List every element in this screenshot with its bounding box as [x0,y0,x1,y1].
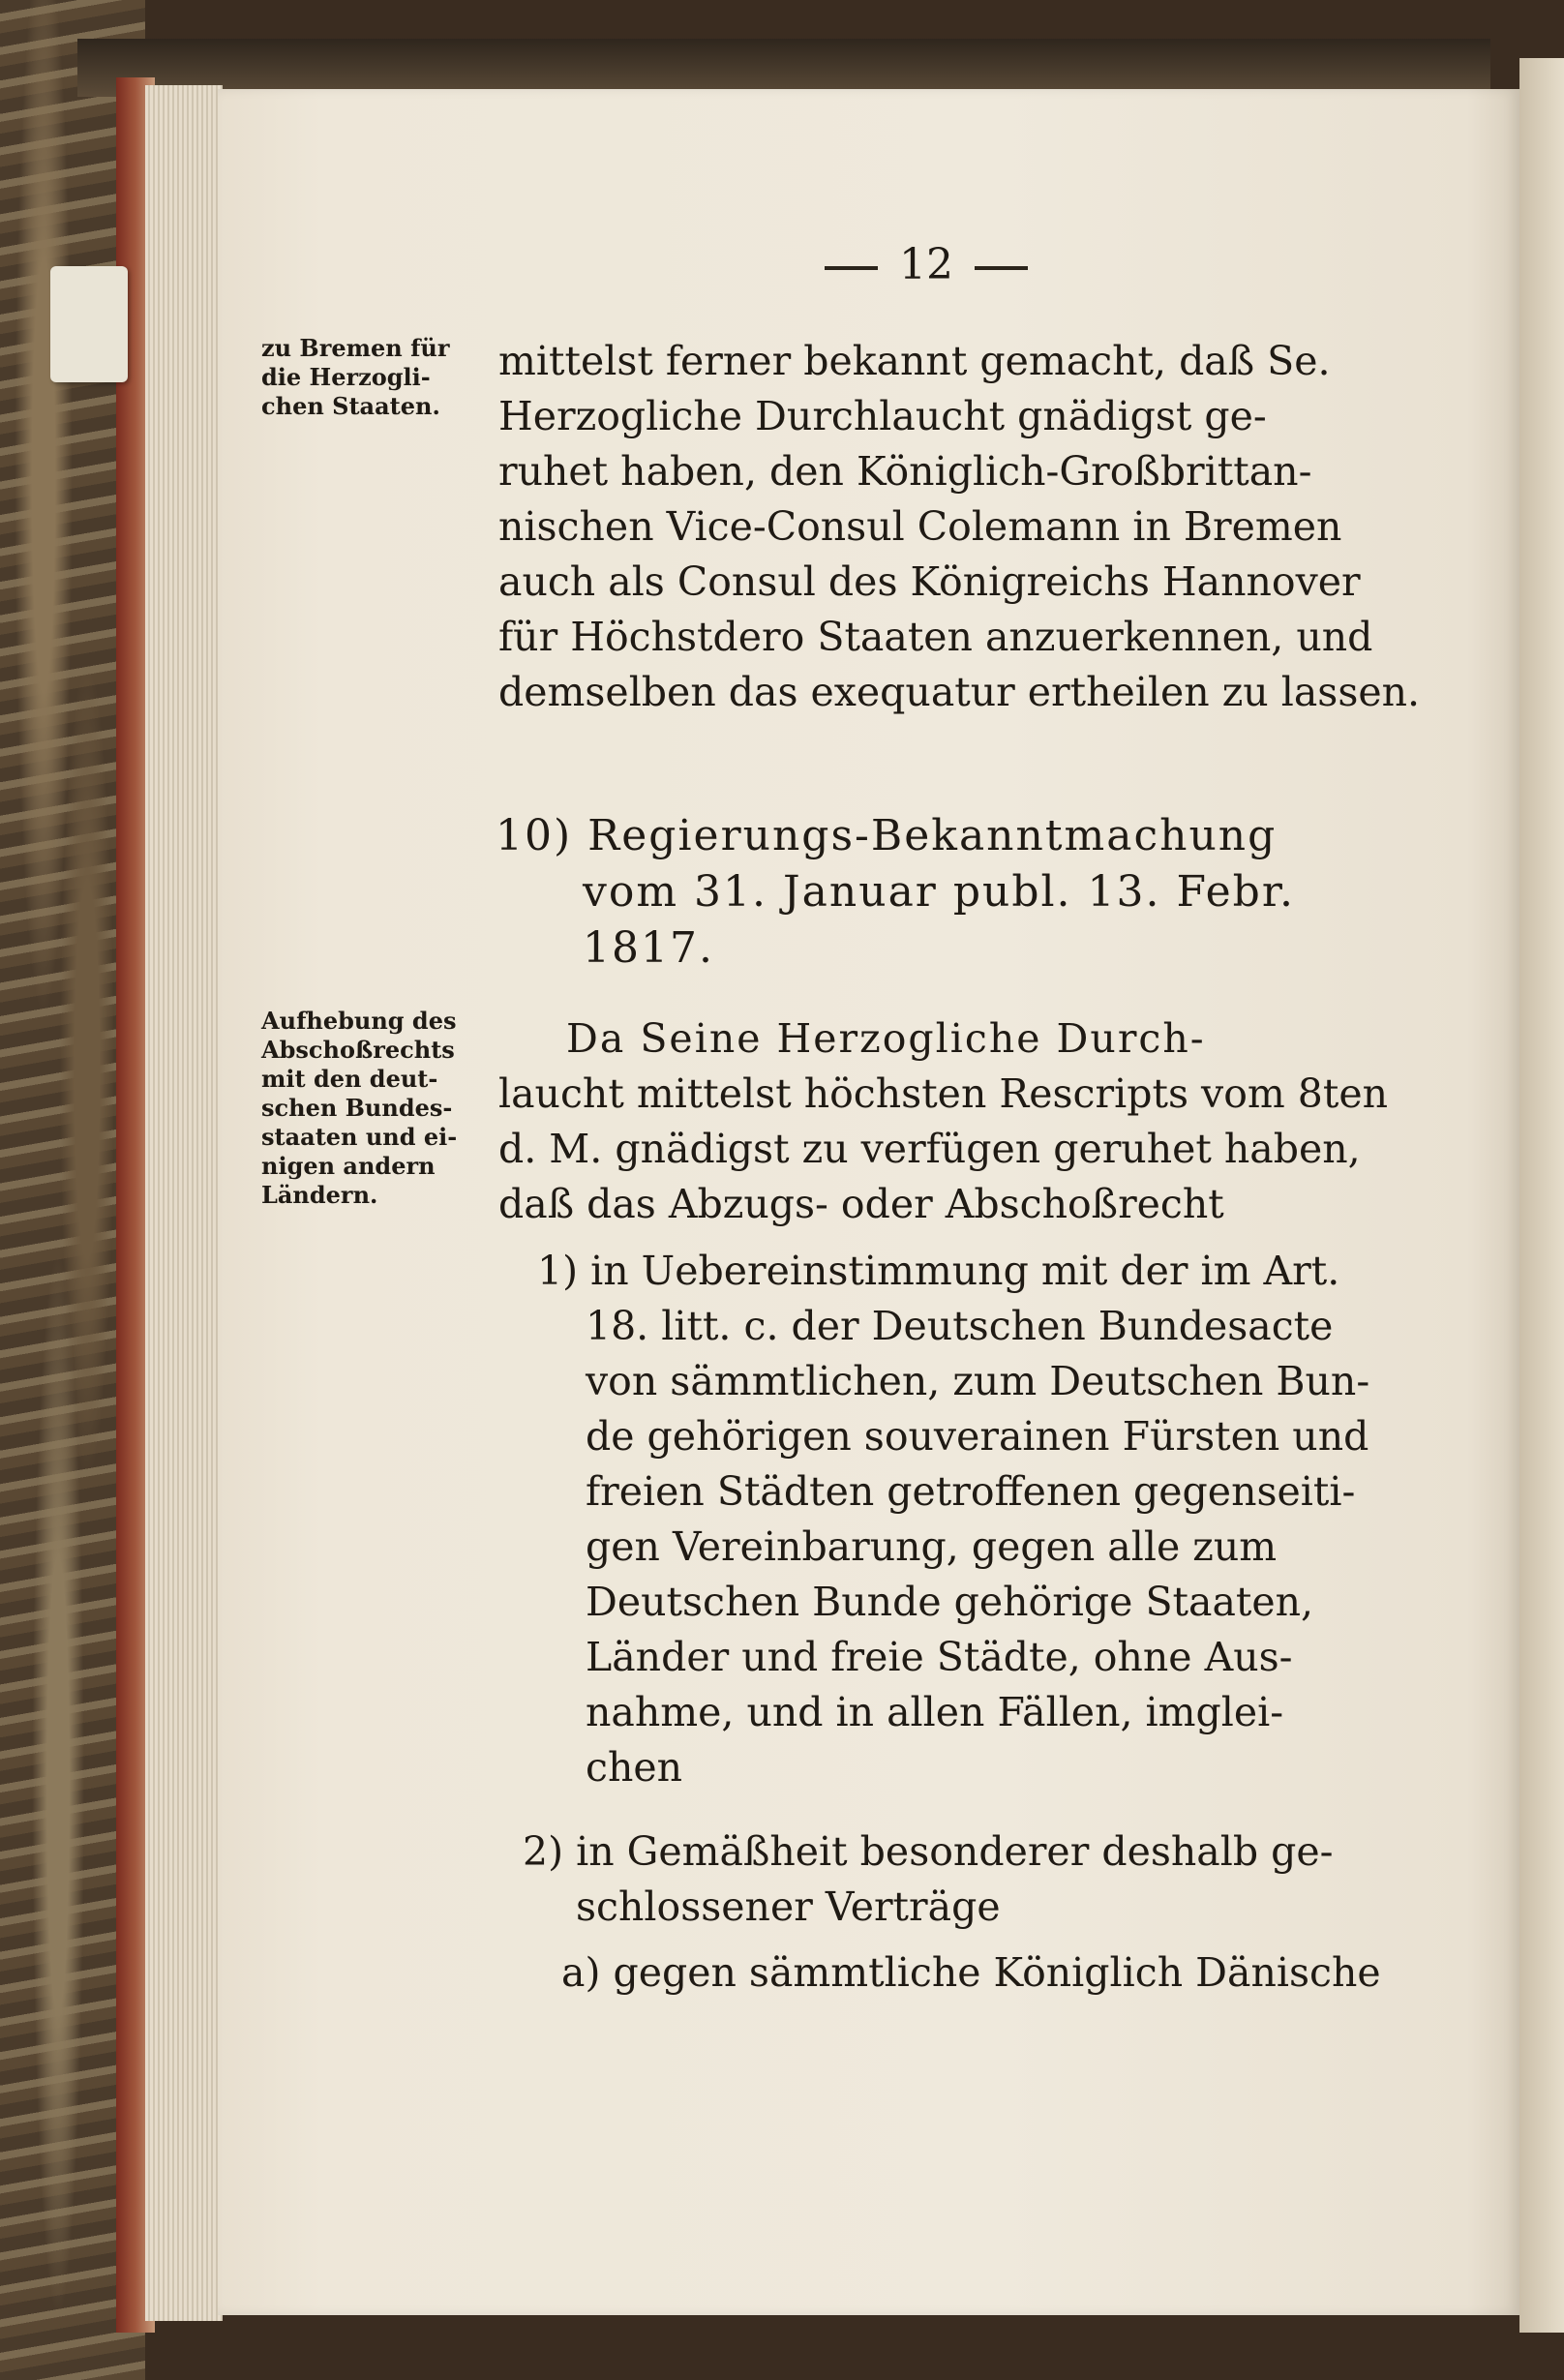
heading-line: vom 31. Januar publ. 13. Febr. [583,867,1296,917]
text-line: a) gegen sämmtliche Königlich Dänische [561,1949,1381,1996]
margin-line: staaten und ei- [261,1123,458,1151]
text-line: Da Seine Herzogliche Durch- [566,1015,1206,1062]
text-line: gen Vereinbarung, gegen alle zum [586,1523,1278,1570]
margin-note-abschoss [261,1007,457,1210]
facing-page-edge [1519,58,1564,2333]
list-item-1 [537,1244,1369,1795]
margin-line: Aufhebung des [261,1007,457,1035]
margin-line: die Herzogli- [261,363,431,391]
margin-line: mit den deut- [261,1065,438,1093]
margin-line: Abschoßrechts [261,1036,455,1064]
book-cover-top [77,39,1490,97]
text-line: von sämmtlichen, zum Deutschen Bun- [586,1358,1370,1404]
paragraph-consul [498,334,1420,720]
paragraph-decree [498,1011,1388,1232]
page-number: 12 [803,240,1049,289]
text-line: auch als Consul des Königreichs Hannover [498,558,1361,605]
text-line: schlossener Verträge [576,1883,1001,1930]
text-line: mittelst ferner bekannt gemacht, daß Se. [498,338,1331,384]
text-line: chen [586,1744,683,1791]
list-item-2a [561,1945,1381,2001]
margin-line: Ländern. [261,1181,378,1209]
text-line: d. M. gnädigst zu verfügen geruhet haben, [498,1126,1361,1172]
text-line: daß das Abzugs- oder Abschoßrecht [498,1181,1224,1227]
margin-line: schen Bundes- [261,1094,453,1122]
text-line: ruhet haben, den Königlich-Großbrittan- [498,448,1312,495]
text-line: 18. litt. c. der Deutschen Bundesacte [586,1303,1334,1349]
text-line: laucht mittelst höchsten Rescripts vom 8ten [498,1070,1389,1117]
heading-line: 10) Regierungs-Bekanntmachung [496,811,1278,860]
text-line: 2) in Gemäßheit besonderer deshalb ge- [523,1828,1334,1875]
section-heading [496,808,1295,977]
text-line: freien Städten getroffenen gegenseiti- [586,1468,1356,1515]
heading-line: 1817. [583,923,714,973]
text-line: de gehörigen souverainen Fürsten und [586,1413,1369,1460]
bookmark-tab [50,266,128,382]
margin-line: chen Staaten. [261,392,440,420]
text-line: nischen Vice-Consul Colemann in Bremen [498,503,1342,550]
text-line: für Höchstdero Staaten anzuerkennen, und [498,614,1373,660]
text-line: Deutschen Bunde gehörige Staaten, [586,1579,1314,1625]
text-line: Herzogliche Durchlaucht gnädigst ge- [498,393,1267,439]
margin-note-bremen [261,334,450,421]
text-line: demselben das exequatur ertheilen zu lassen. [498,669,1421,715]
list-item-2 [523,1824,1333,1935]
margin-line: nigen andern [261,1152,436,1180]
margin-line: zu Bremen für [261,334,450,362]
page-stack [145,85,223,2321]
text-line: 1) in Uebereinstimmung mit der im Art. [537,1248,1340,1294]
text-line: Länder und freie Städte, ohne Aus- [586,1634,1293,1680]
text-line: nahme, und in allen Fällen, imglei- [586,1689,1284,1735]
